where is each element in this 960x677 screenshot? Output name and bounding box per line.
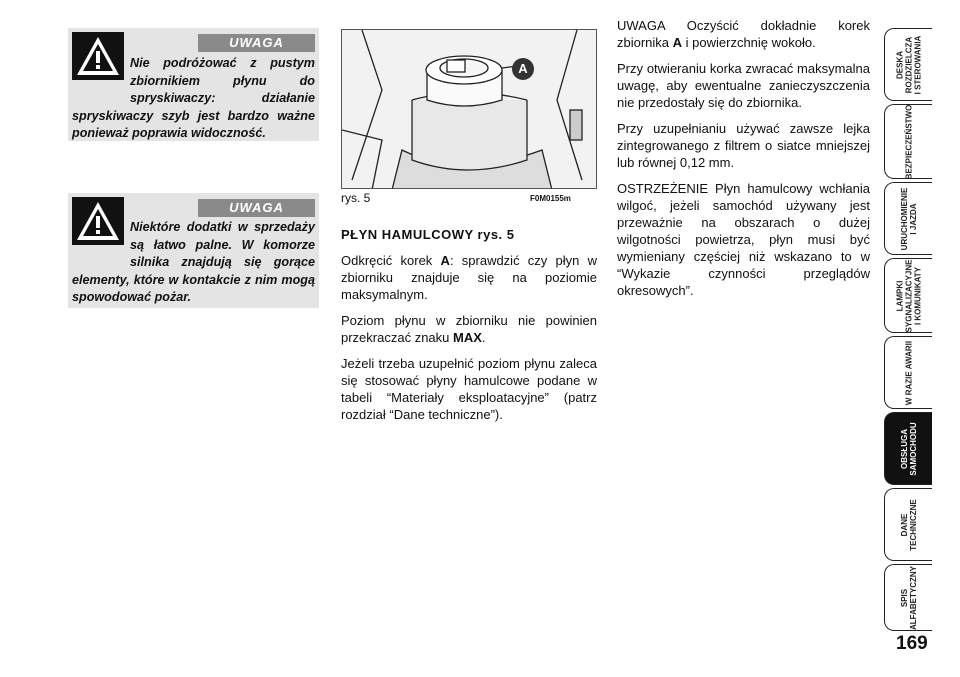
tab-lampki[interactable] bbox=[884, 258, 932, 333]
tab-label: OBSŁUGA SAMOCHODU bbox=[899, 421, 918, 476]
middle-column bbox=[341, 226, 597, 432]
figure-code: F0M0155m bbox=[530, 194, 571, 203]
paragraph: Przy otwieraniu korka zwracać maksymalna uwagę, aby ewentualne zanieczyszczenia nie przedostały się do zbiornika. bbox=[617, 61, 870, 110]
paragraph bbox=[617, 17, 870, 51]
emphasis: A bbox=[672, 35, 683, 50]
tab-label: DESKA ROZDZIELCZA I STEROWANIA bbox=[895, 35, 922, 94]
emphasis: A bbox=[440, 253, 450, 268]
callout-a-label: A bbox=[518, 61, 528, 76]
text-run: i powierzchnię wokoło. bbox=[682, 35, 816, 50]
callout-a-marker bbox=[512, 58, 534, 80]
section-heading: PŁYN HAMULCOWY rys. 5 bbox=[341, 227, 515, 242]
tab-obsluga-samochodu[interactable] bbox=[884, 412, 932, 485]
warning-box-2 bbox=[68, 193, 319, 308]
text-run: . bbox=[481, 330, 486, 345]
warning-header: UWAGA bbox=[198, 34, 315, 52]
reservoir-illustration bbox=[342, 30, 597, 189]
paragraph: Jeżeli trzeba uzupełnić poziom płynu zaleca się stosować płyny hamulcowe podane w tabeli “Materiały eksploatacyjne” (patrz rozdział “Dane techniczne”). bbox=[341, 356, 597, 422]
warning-header: UWAGA bbox=[198, 199, 315, 217]
tab-label: DANE TECHNICZNE bbox=[899, 498, 918, 551]
text-run: : sprawdzić czy płyn w zbiorniku znajduje się na poziomie maksymalnym. bbox=[341, 253, 597, 302]
tab-dane-techniczne[interactable] bbox=[884, 488, 932, 561]
warning-box-1 bbox=[68, 28, 319, 141]
emphasis: MAX bbox=[453, 330, 482, 345]
tab-deska-rozdzielcza[interactable] bbox=[884, 28, 932, 101]
page-number: 169 bbox=[896, 633, 928, 654]
tab-bezpieczenstwo[interactable] bbox=[884, 104, 932, 179]
tab-label: W RAZIE AWARII bbox=[904, 340, 913, 405]
paragraph: Przy uzupełnianiu używać zawsze lejka zintegrowanego z filtrem o siatce mniejszej lub równej 0,12 mm. bbox=[617, 121, 870, 170]
tab-uruchomienie[interactable] bbox=[884, 182, 932, 255]
warning-text: Nie podróżować z pustym zbiornikiem płynu do spryskiwaczy: działanie spryskiwaczy szyb jest bardzo ważne ponieważ poprawia widoczność. bbox=[72, 56, 315, 140]
tab-label: BEZPIECZEŃSTWO bbox=[904, 104, 913, 179]
tab-w-razie-awarii[interactable] bbox=[884, 336, 932, 409]
paragraph bbox=[341, 252, 597, 303]
text-run: UWAGA Oczyścić dokładnie korek zbiornika bbox=[617, 18, 870, 50]
tab-label: URUCHOMIENIE I JAZDA bbox=[899, 187, 918, 250]
text-run: Odkręcić korek bbox=[341, 253, 441, 268]
warning-text: Niektóre dodatki w sprzedaży są łatwo palne. W komorze silnika znajdują się gorące elementy, które w kontakcie z nim mogą spowodować pożar. bbox=[72, 220, 315, 304]
tab-label: SPIS ALFABETYCZNY bbox=[899, 565, 918, 630]
paragraph bbox=[341, 312, 597, 346]
tab-label: LAMPKI SYGNALIZACYJNE I KOMUNIKATY bbox=[895, 259, 922, 332]
tab-spis-alfabetyczny[interactable] bbox=[884, 564, 932, 631]
right-column bbox=[617, 17, 870, 308]
paragraph: OSTRZEŻENIE Płyn hamulcowy wchłania wilgoć, jeżeli samochód używany jest przeważnie na obszarach o dużej wilgotności powietrza, płyn musi być wymieniany częściej niż wskazano to w “Wykazie czynności przeglądów okresowych”. bbox=[617, 181, 870, 298]
text-run: Poziom płynu w zbiorniku nie powinien przekraczać znaku bbox=[341, 313, 597, 345]
figure-label: rys. 5 bbox=[341, 191, 371, 205]
brake-fluid-reservoir-figure bbox=[341, 29, 597, 189]
